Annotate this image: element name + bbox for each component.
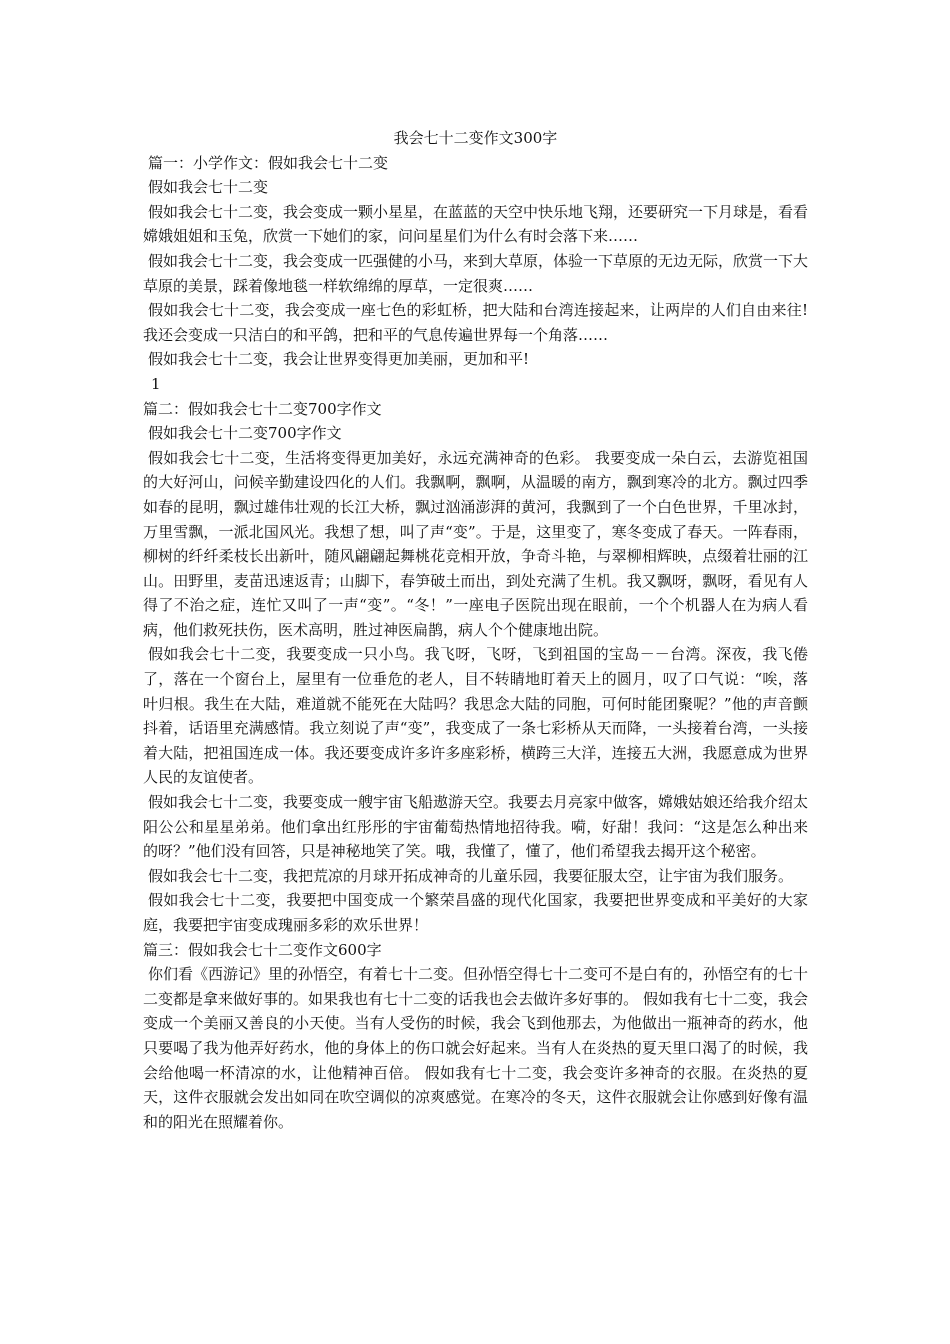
paragraph: 假如我会七十二变: [148, 178, 269, 197]
document-body: [143, 126, 808, 1134]
section-heading: 篇三：假如我会七十二变作文600字: [143, 940, 382, 959]
document-blocks: [143, 151, 808, 1135]
page-title: 我会七十二变作文300字: [393, 129, 558, 147]
paragraph: 你们看《西游记》里的孙悟空，有着七十二变。但孙悟空得七十二变可不是白有的，孙悟空有的七十二变都是拿来做好事的。如果我也有七十二变的话我也会去做许多好事的。 假如我有七十二变，我会变成一个美丽又善良的小天使。当有人受伤的时候，我会飞到他那去，为他做出一瓶神奇的药水，他只要喝了我为他弄好药水，他的身体上的伤口就会好起来。当有人在炎热的夏天里口渴了的时候，我会给他喝一杯清凉的水，让他精神百倍。 假如我有七十二变，我会变许多神奇的衣服。在炎热的夏天，这件衣服就会发出如同在吹空调似的凉爽感觉。在寒冷的冬天，这件衣服就会让你感到好像有温和的阳光在照耀着你。: [143, 965, 809, 1131]
paragraph: 假如我会七十二变700字作文: [148, 424, 342, 443]
paragraph: 假如我会七十二变，我要把中国变成一个繁荣昌盛的现代化国家，我要把世界变成和平美好的大家庭，我要把宇宙变成瑰丽多彩的欢乐世界！: [143, 891, 808, 934]
paragraph: 假如我会七十二变，我会让世界变得更加美丽，更加和平!: [148, 350, 530, 369]
paragraph: 假如我会七十二变，我要变成一只小鸟。我飞呀，飞呀，飞到祖国的宝岛－－台湾。深夜，我飞倦了，落在一个窗台上，屋里有一位垂危的老人，目不转睛地盯着天上的圆月，叹了口气说：“唉，落叶归根。我生在大陆，难道就不能死在大陆吗？我思念大陆的同胞，可何时能团聚呢？”他的声音颤抖着，话语里充满感情。我立刻说了声“变”，我变成了一条七彩桥从天而降，一头接着台湾，一头接着大陆，把祖国连成一体。我还要变成许多许多座彩桥，横跨三大洋，连接五大洲，我愿意成为世界人民的友谊使者。: [143, 645, 808, 787]
paragraph: 假如我会七十二变，我会变成一匹强健的小马，来到大草原，体验一下草原的无边无际，欣赏一下大草原的美景，踩着像地毯一样软绵绵的厚草，一定很爽……: [143, 251, 809, 295]
section-heading: 篇二：假如我会七十二变700字作文: [143, 399, 382, 418]
section-heading: 篇一：小学作文：假如我会七十二变: [148, 153, 389, 172]
paragraph: 假如我会七十二变，我会变成一座七色的彩虹桥，把大陆和台湾连接起来，让两岸的人们自由来往!我还会变成一只洁白的和平鸽，把和平的气息传遍世界每一个角落……: [143, 301, 808, 344]
paragraph: 假如我会七十二变，我要变成一艘宇宙飞船遨游天空。我要去月亮家中做客，嫦娥姑娘还给我介绍太阳公公和星星弟弟。他们拿出红彤彤的宇宙葡萄热情地招待我。嗬，好甜！我问：“这是怎么种出来的呀？”他们没有回答，只是神秘地笑了笑。哦，我懂了，懂了，他们希望我去揭开这个秘密。: [143, 793, 809, 861]
paragraph: 假如我会七十二变，我把荒凉的月球开拓成神奇的儿童乐园，我要征服太空，让宇宙为我们服务。: [148, 866, 794, 885]
page-number: 1: [151, 374, 161, 393]
paragraph: 假如我会七十二变，我会变成一颗小星星，在蓝蓝的天空中快乐地飞翔，还要研究一下月球是，看看嫦娥姐姐和玉兔，欣赏一下她们的家，问问星星们为什么有时会落下来……: [143, 202, 809, 246]
paragraph: 假如我会七十二变，生活将变得更加美好，永远充满神奇的色彩。 我要变成一朵白云，去游览祖国的大好河山，问候辛勤建设四化的人们。我飘啊，飘啊，从温暖的南方，飘到寒冷的北方。飘过四季如春的昆明，飘过雄伟壮观的长江大桥，飘过汹涌澎湃的黄河，我飘到了一个白色世界，千里冰封，万里雪飘，一派北国风光。我想了想，叫了声“变”。于是，这里变了，寒冬变成了春天。一阵春雨，柳树的纤纤柔枝长出新叶，随风翩翩起舞桃花竞相开放，争奇斗艳，与翠柳相辉映，点缀着壮丽的江山。田野里，麦苗迅速返青；山脚下，春笋破土而出，到处充满了生机。我又飘呀，飘呀，看见有人得了不治之症，连忙又叫了一声“变”。“冬！”一座电子医院出现在眼前，一个个机器人在为病人看病，他们救死扶伤，医术高明，胜过神医扁鹊，病人个个健康地出院。: [143, 448, 808, 639]
